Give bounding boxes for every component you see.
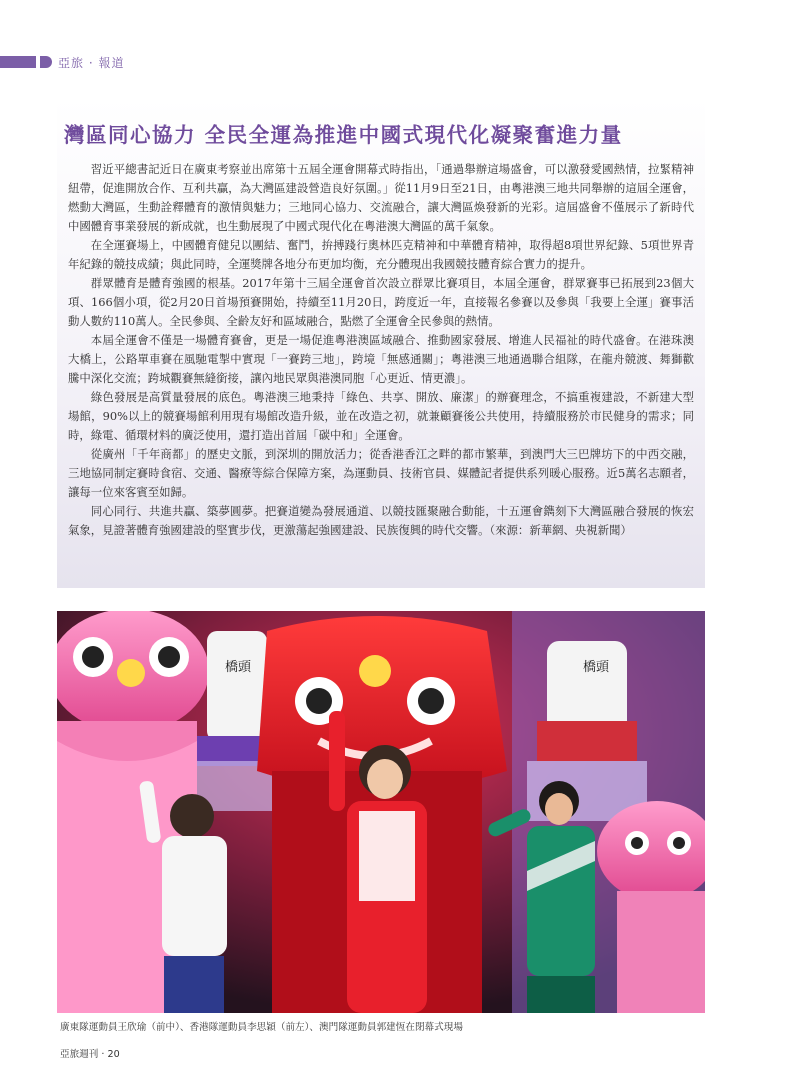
photo-illustration xyxy=(57,611,705,1013)
paragraph: 在全運賽場上，中國體育健兒以團結、奮鬥，拚搏踐行奧林匹克精神和中華體育精神，取得超8項世界紀錄、5項世界青年紀錄的競技成績；與此同時，全運獎牌各地分布更加均衡，充分體現出我國競技體育綜合實力的提升。 xyxy=(68,238,694,271)
article-title: 灣區同心協力 全民全運為推進中國式現代化凝聚奮進力量 xyxy=(64,123,623,147)
paragraph: 從廣州「千年商都」的歷史文脈，到深圳的開放活力；從香港香江之畔的都市繁華，到澳門大三巴牌坊下的中西交融，三地協同制定賽時食宿、交通、醫療等綜合保障方案，為運動員、技術官員、媒體記者提供系列暖心服務。近5萬名志願者，讓每一位來客賓至如歸。 xyxy=(68,447,694,499)
paragraph: 同心同行、共進共贏、築夢圓夢。把賽道變為發展通道、以競技匯聚融合動能，十五運會鐫刻下大灣區融合發展的恢宏氣象，見證著體育強國建設的堅實步伐，更激蕩起強國建設、民族復興的時代交響。（來源：新華網、央視新聞） xyxy=(68,504,694,537)
paragraph: 本屆全運會不僅是一場體育賽會，更是一場促進粵港澳區域融合、推動國家發展、增進人民福祉的時代盛會。在港珠澳大橋上，公路單車賽在風馳電掣中實現「一賽跨三地」，跨境「無感通關」；粵港澳三地通過聯合組隊，在龍舟競渡、舞獅歡騰中深化交流；跨城觀賽無縫銜接，讓內地民眾與港澳同胞「心更近、情更濃」。 xyxy=(68,333,694,385)
photo-caption: 廣東隊運動員王欣瑜（前中）、香港隊運動員李思穎（前左）、澳門隊運動員郭建恆在閉幕式現場 xyxy=(60,1022,463,1033)
article-body xyxy=(68,160,694,540)
section-label: 亞旅 · 報道 xyxy=(58,56,125,70)
paragraph: 習近平總書記近日在廣東考察並出席第十五屆全運會開幕式時指出，「通過舉辦這場盛會，可以激發愛國熱情，拉緊精神紐帶，促進開放合作、互利共贏，為大灣區建設營造良好氛圍。」從11月9日至21日，由粵港澳三地共同舉辦的這屆全運會，燃動大灣區，生動詮釋體育的激情與魅力；三地同心協力、交流融合，讓大灣區煥發新的光彩。這屆盛會不僅展示了新時代中國體育事業發展的新成就，也生動展現了中國式現代化在粵港澳大灣區的萬千氣象。 xyxy=(68,162,694,233)
lion-label-text: 橋頭 xyxy=(583,660,610,675)
header-stripe xyxy=(0,56,36,68)
lion-label-text: 橋頭 xyxy=(225,660,252,675)
paragraph: 綠色發展是高質量發展的底色。粵港澳三地秉持「綠色、共享、開放、廉潔」的辦賽理念，不搞重複建設，不新建大型場館，90%以上的競賽場館利用現有場館改造升級，並在改造之初，就兼顧賽後公共使用，持續服務於市民健身的需求；同時，綠電、循環材料的廣泛使用，還打造出首屆「碳中和」全運會。 xyxy=(68,390,694,442)
section-header xyxy=(0,56,800,70)
ceremony-photo xyxy=(57,611,705,1013)
header-tab-shape xyxy=(40,56,52,68)
page-footer: 亞旅週刊 · 20 xyxy=(60,1049,120,1060)
paragraph: 群眾體育是體育強國的根基。2017年第十三屆全運會首次設立群眾比賽項目，本屆全運會，群眾賽事已拓展到23個大項、166個小項，從2月20日首場預賽開始，持續至11月20日，跨度近一年，直接報名參賽以及參與「我要上全運」賽事活動人數約110萬人。全民參與、全齡友好和區域融合，點燃了全運會全民參與的熱情。 xyxy=(68,276,694,328)
